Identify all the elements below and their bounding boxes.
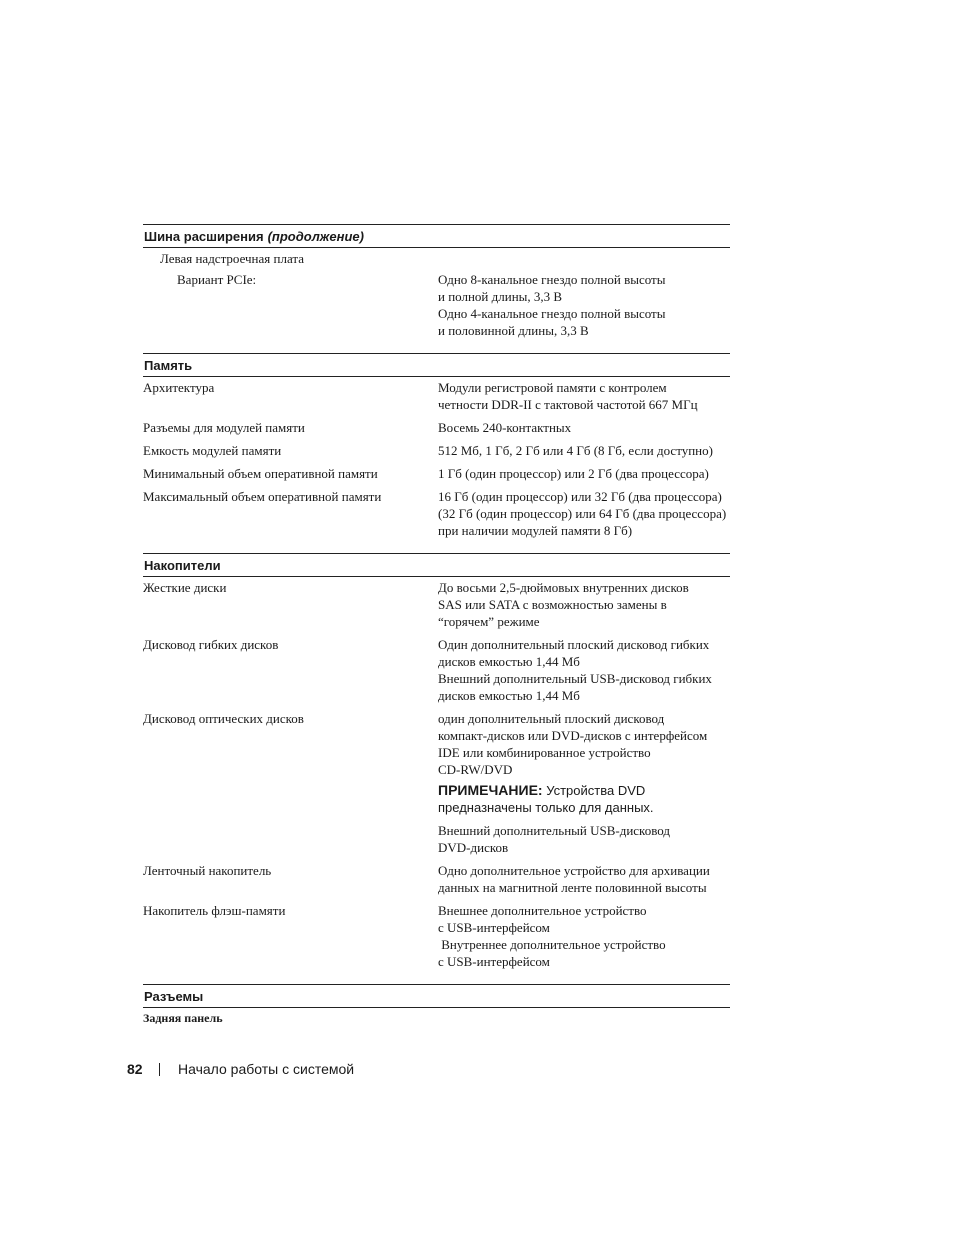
row-label: Разъемы для модулей памяти — [143, 420, 305, 435]
connectors-subheader-row — [143, 1010, 730, 1027]
value-line: и полной длины, 3,3 В — [438, 289, 563, 304]
pcie-row — [143, 271, 730, 339]
row-value — [438, 579, 730, 630]
value-line: Внешний дополнительный USB-дисковод — [438, 823, 671, 838]
section-title: Память — [144, 357, 193, 373]
pcie-value — [438, 271, 730, 339]
row-label: Жесткие диски — [143, 580, 227, 595]
memory-row-minimum — [143, 465, 730, 482]
value-line: 1 Гб (один процессор) или 2 Гб (два процессора) — [438, 466, 709, 481]
value-line: DVD-дисков — [438, 840, 509, 855]
value-line: SAS или SATA с возможностью замены в — [438, 597, 667, 612]
memory-row-slots — [143, 419, 730, 436]
section-header-connectors — [143, 984, 730, 1008]
page-number: 82 — [127, 1061, 143, 1077]
note-label: ПРИМЕЧАНИЕ: — [438, 782, 543, 798]
section-header-memory — [143, 353, 730, 377]
note-text: Устройства DVD — [546, 783, 646, 798]
footer-divider — [159, 1063, 160, 1076]
value-line: один дополнительный плоский дисковод — [438, 711, 665, 726]
row-label: Максимальный объем оперативной памяти — [143, 489, 382, 504]
storage-row-tape — [143, 862, 730, 896]
value-line: Одно 8-канальное гнездо полной высоты — [438, 272, 666, 287]
row-value — [438, 710, 730, 856]
note-text: предназначены только для данных. — [438, 800, 654, 815]
row-value — [438, 419, 730, 436]
value-line: IDE или комбинированное устройство — [438, 745, 651, 760]
row-value — [438, 636, 730, 704]
pcie-label: Вариант PCIe: — [177, 272, 257, 287]
value-line: с USB-интерфейсом — [438, 954, 550, 969]
value-line: 512 Мб, 1 Гб, 2 Гб или 4 Гб (8 Гб, если доступно) — [438, 443, 713, 458]
row-value — [438, 442, 730, 459]
section-header-storage — [143, 553, 730, 577]
value-line: “горячем” режиме — [438, 614, 540, 629]
storage-row-floppy — [143, 636, 730, 704]
value-line: дисков емкостью 1,44 Мб — [438, 654, 580, 669]
value-line: Модули регистровой памяти с контролем — [438, 380, 667, 395]
value-line: четности DDR-II с тактовой частотой 667 МГц — [438, 397, 698, 412]
value-line: дисков емкостью 1,44 Мб — [438, 688, 580, 703]
value-line: Одно дополнительное устройство для архивации — [438, 863, 710, 878]
row-value — [438, 488, 730, 539]
row-label: Архитектура — [143, 380, 215, 395]
section-title: Разъемы — [144, 988, 204, 1004]
value-line: данных на магнитной ленте половинной высоты — [438, 880, 707, 895]
memory-row-capacity — [143, 442, 730, 459]
row-label: Минимальный объем оперативной памяти — [143, 466, 378, 481]
value-line: при наличии модулей памяти 8 Гб) — [438, 523, 633, 538]
value-line: Внутреннее дополнительное устройство — [438, 937, 666, 952]
value-line: с USB-интерфейсом — [438, 920, 550, 935]
value-line: До восьми 2,5-дюймовых внутренних дисков — [438, 580, 689, 595]
section-title: Накопители — [144, 557, 221, 573]
value-line: Одно 4-канальное гнездо полной высоты — [438, 306, 666, 321]
row-value — [438, 465, 730, 482]
storage-row-flash — [143, 902, 730, 970]
section-title: Шина расширения — [144, 228, 264, 244]
value-line: CD-RW/DVD — [438, 762, 513, 777]
row-label: Дисковод гибких дисков — [143, 637, 279, 652]
storage-row-hdd — [143, 579, 730, 630]
page-footer — [127, 1061, 354, 1077]
row-label: Емкость модулей памяти — [143, 443, 282, 458]
subsection-title: Задняя панель — [143, 1011, 223, 1025]
memory-row-maximum — [143, 488, 730, 539]
riser-label: Левая надстроечная плата — [160, 251, 305, 266]
row-value — [438, 379, 730, 413]
row-label: Дисковод оптических дисков — [143, 711, 304, 726]
row-value — [438, 862, 730, 896]
value-line: (32 Гб (один процессор) или 64 Гб (два процессора) — [438, 506, 727, 521]
riser-row — [143, 250, 730, 267]
value-line: Внешний дополнительный USB-дисковод гибких — [438, 671, 712, 686]
row-label: Ленточный накопитель — [143, 863, 272, 878]
value-line: компакт-дисков или DVD-дисков с интерфейсом — [438, 728, 708, 743]
footer-title: Начало работы с системой — [178, 1061, 355, 1077]
memory-row-architecture — [143, 379, 730, 413]
value-line: Один дополнительный плоский дисковод гибких — [438, 637, 710, 652]
note-block — [438, 782, 730, 816]
value-line: 16 Гб (один процессор) или 32 Гб (два процессора) — [438, 489, 722, 504]
value-line: и половинной длины, 3,3 В — [438, 323, 589, 338]
section-title-continued: (продолжение) — [267, 228, 364, 244]
spec-table — [143, 224, 730, 1027]
value-line: Восемь 240-контактных — [438, 420, 572, 435]
row-value — [438, 902, 730, 970]
storage-row-optical — [143, 710, 730, 856]
value-line: Внешнее дополнительное устройство — [438, 903, 647, 918]
row-label: Накопитель флэш-памяти — [143, 903, 286, 918]
section-header-expansion — [143, 224, 730, 248]
